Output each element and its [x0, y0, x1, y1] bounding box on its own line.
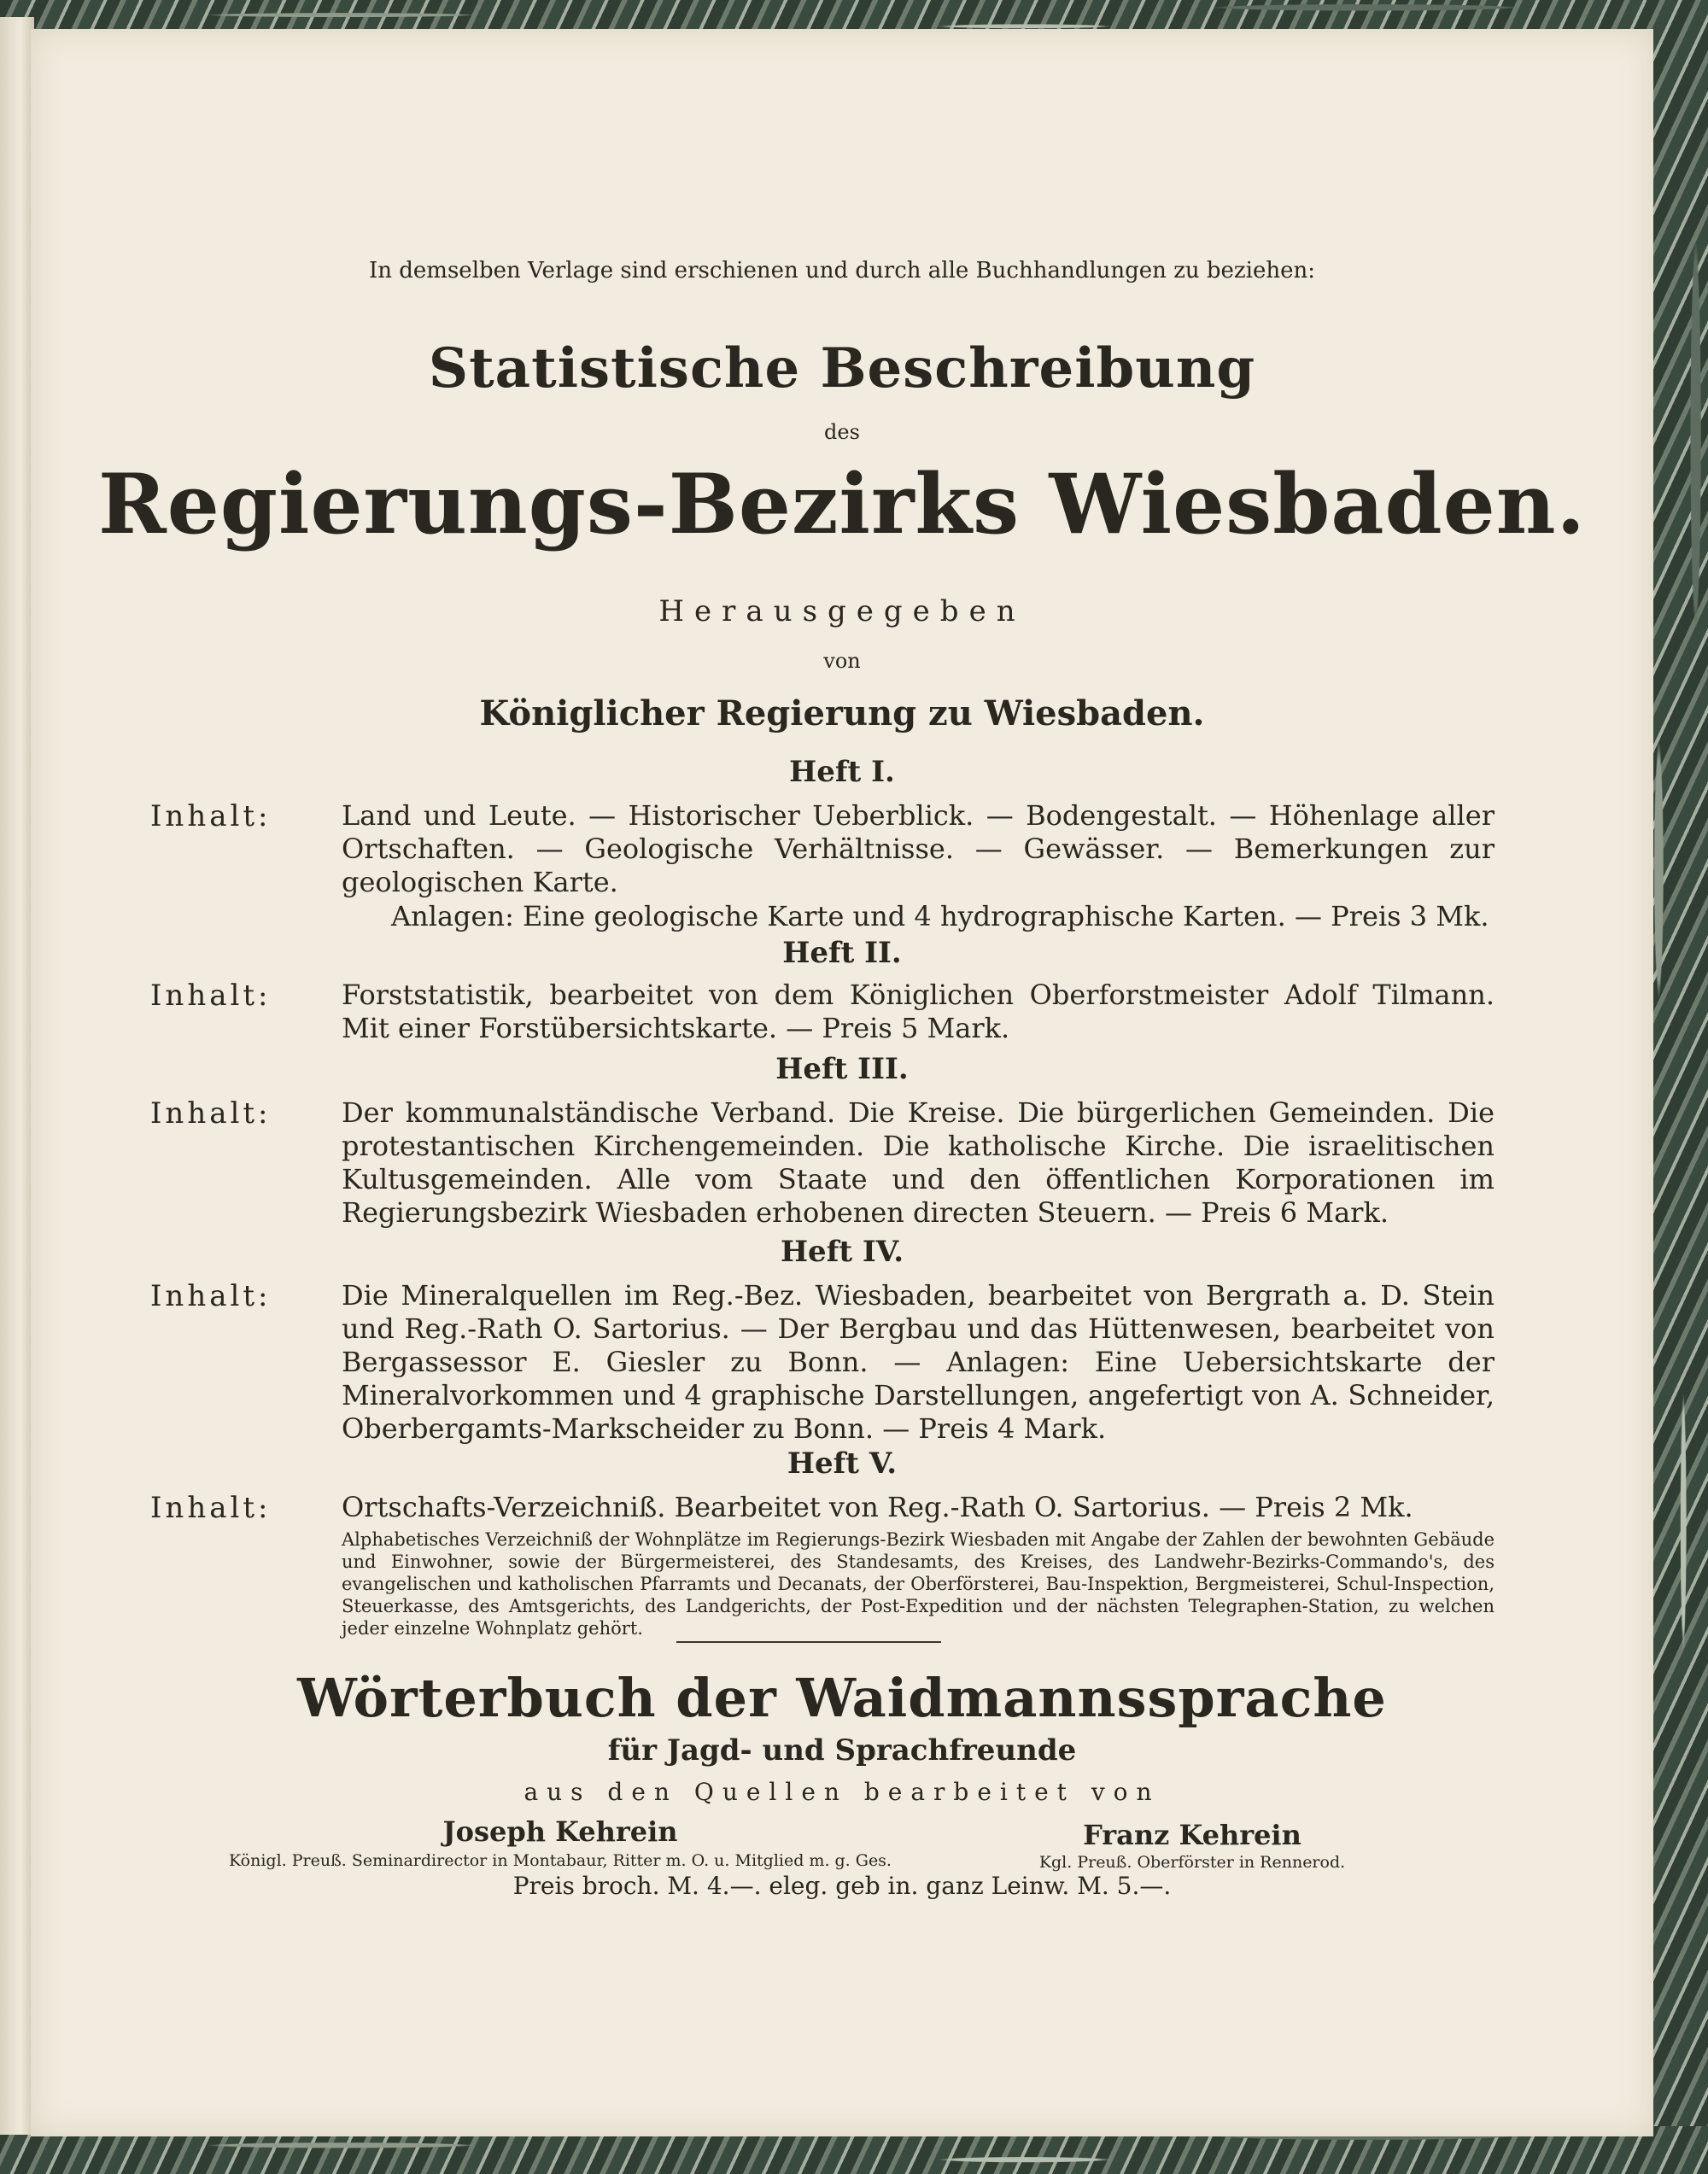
- heft-3-heading: Heft III.: [775, 1052, 909, 1086]
- inhalt-label: Inhalt:: [150, 799, 272, 833]
- heft-1-anlagen: Anlagen: Eine geologische Karte und 4 hydrographische Karten. — Preis 3 Mk.: [391, 900, 1489, 932]
- book2-author-1: Joseph Kehrein: [442, 1815, 678, 1848]
- book2-subtitle: für Jagd- und Sprachfreunde: [607, 1733, 1077, 1768]
- inhalt-label: Inhalt:: [150, 1491, 272, 1525]
- heft-4-heading: Heft IV.: [780, 1235, 904, 1269]
- heft-5-contents: Ortschafts-Verzeichniß. Bearbeitet von Reg.-Rath O. Sartorius. — Preis 2 Mk.: [342, 1491, 1413, 1523]
- book2-author-2: Franz Kehrein: [1083, 1819, 1301, 1851]
- title-main: Statistische Beschreibung: [428, 336, 1256, 400]
- page: [31, 29, 1653, 2136]
- publishing-authority: Königlicher Regierung zu Wiesbaden.: [479, 693, 1205, 733]
- heft-2-contents: Forststatistik, bearbeitet von dem Königlichen Oberforstmeister Adolf Tilmann. Mit einer Forstübersichtskarte. — Preis 5 Mark.: [342, 979, 1494, 1044]
- book2-author-1-desc: Königl. Preuß. Seminardirector in Montabaur, Ritter m. O. u. Mitglied m. g. Ges.: [229, 1851, 892, 1870]
- page-content: [31, 29, 1653, 2136]
- heft-4-contents: Die Mineralquellen im Reg.-Bez. Wiesbaden, bearbeitet von Bergrath a. D. Stein und Reg.-Rath O. Sartorius. — Der Bergbau und das Hüttenwesen, bearbeitet von Bergassessor E. Giesler zu Bonn. — Anlagen: Eine Uebersichtskarte der Mineralvorkommen und 4 graphische Darstellungen, angefertigt von A. Schneider, Oberbergamts-Markscheider zu Bonn. — Preis 4 Mark.: [342, 1279, 1494, 1445]
- von-line: von: [823, 649, 861, 673]
- intro-line: In demselben Verlage sind erschienen und durch alle Buchhandlungen zu beziehen:: [369, 258, 1315, 283]
- heft-5-heading: Heft V.: [787, 1446, 898, 1481]
- heft-1-contents: Land und Leute. — Historischer Ueberblick. — Bodengestalt. — Höhenlage aller Ortschaften. — Geologische Verhältnisse. — Gewässer. — Bemerkungen zur geologischen Karte.: [342, 799, 1494, 898]
- heft-1-heading: Heft I.: [789, 755, 895, 789]
- book2-source-line: aus den Quellen bearbeitet von: [524, 1778, 1161, 1806]
- heft-5-detail: Alphabetisches Verzeichniß der Wohnplätze im Regierungs-Bezirk Wiesbaden mit Angabe der Zahlen der bewohnten Gebäude und Einwohner, sowie der Bürgermeisterei, des Standesamts, des Kreises, des Landwehr-Bezirks-Commando's, des evangelischen und katholischen Pfarramts und Decanats, der Oberförsterei, Bau-Inspektion, Bergmeisterei, Schul-Inspection, Steuerkasse, des Amtsgerichts, des Landgerichts, der Post-Expedition und der nächsten Telegraphen-Station, zu welchen jeder einzelne Wohnplatz gehört.: [342, 1529, 1494, 1639]
- title-region: Regierungs-Bezirks Wiesbaden.: [98, 456, 1586, 552]
- book-spine-gutter: [0, 17, 34, 2135]
- book2-price: Preis broch. M. 4.—. eleg. geb in. ganz Leinw. M. 5.—.: [512, 1872, 1172, 1900]
- marbled-board-right: [1647, 0, 1708, 2174]
- heft-3-contents: Der kommunalständische Verband. Die Kreise. Die bürgerlichen Gemeinden. Die protestantischen Kirchengemeinden. Die katholische Kirche. Die israelitischen Kultusgemeinden. Alle vom Staate und den öffentlichen Korporationen im Regierungsbezirk Wiesbaden erhobenen directen Steuern. — Preis 6 Mark.: [342, 1096, 1494, 1229]
- inhalt-label: Inhalt:: [150, 979, 272, 1013]
- section-divider: [676, 1641, 941, 1643]
- title-des: des: [824, 420, 860, 444]
- herausgegeben-line: Herausgegeben: [658, 594, 1026, 628]
- book2-title: Wörterbuch der Waidmannssprache: [297, 1667, 1387, 1729]
- heft-2-heading: Heft II.: [782, 936, 902, 970]
- inhalt-label: Inhalt:: [150, 1279, 272, 1313]
- book2-author-2-desc: Kgl. Preuß. Oberförster in Rennerod.: [1038, 1853, 1346, 1872]
- inhalt-label: Inhalt:: [150, 1096, 272, 1131]
